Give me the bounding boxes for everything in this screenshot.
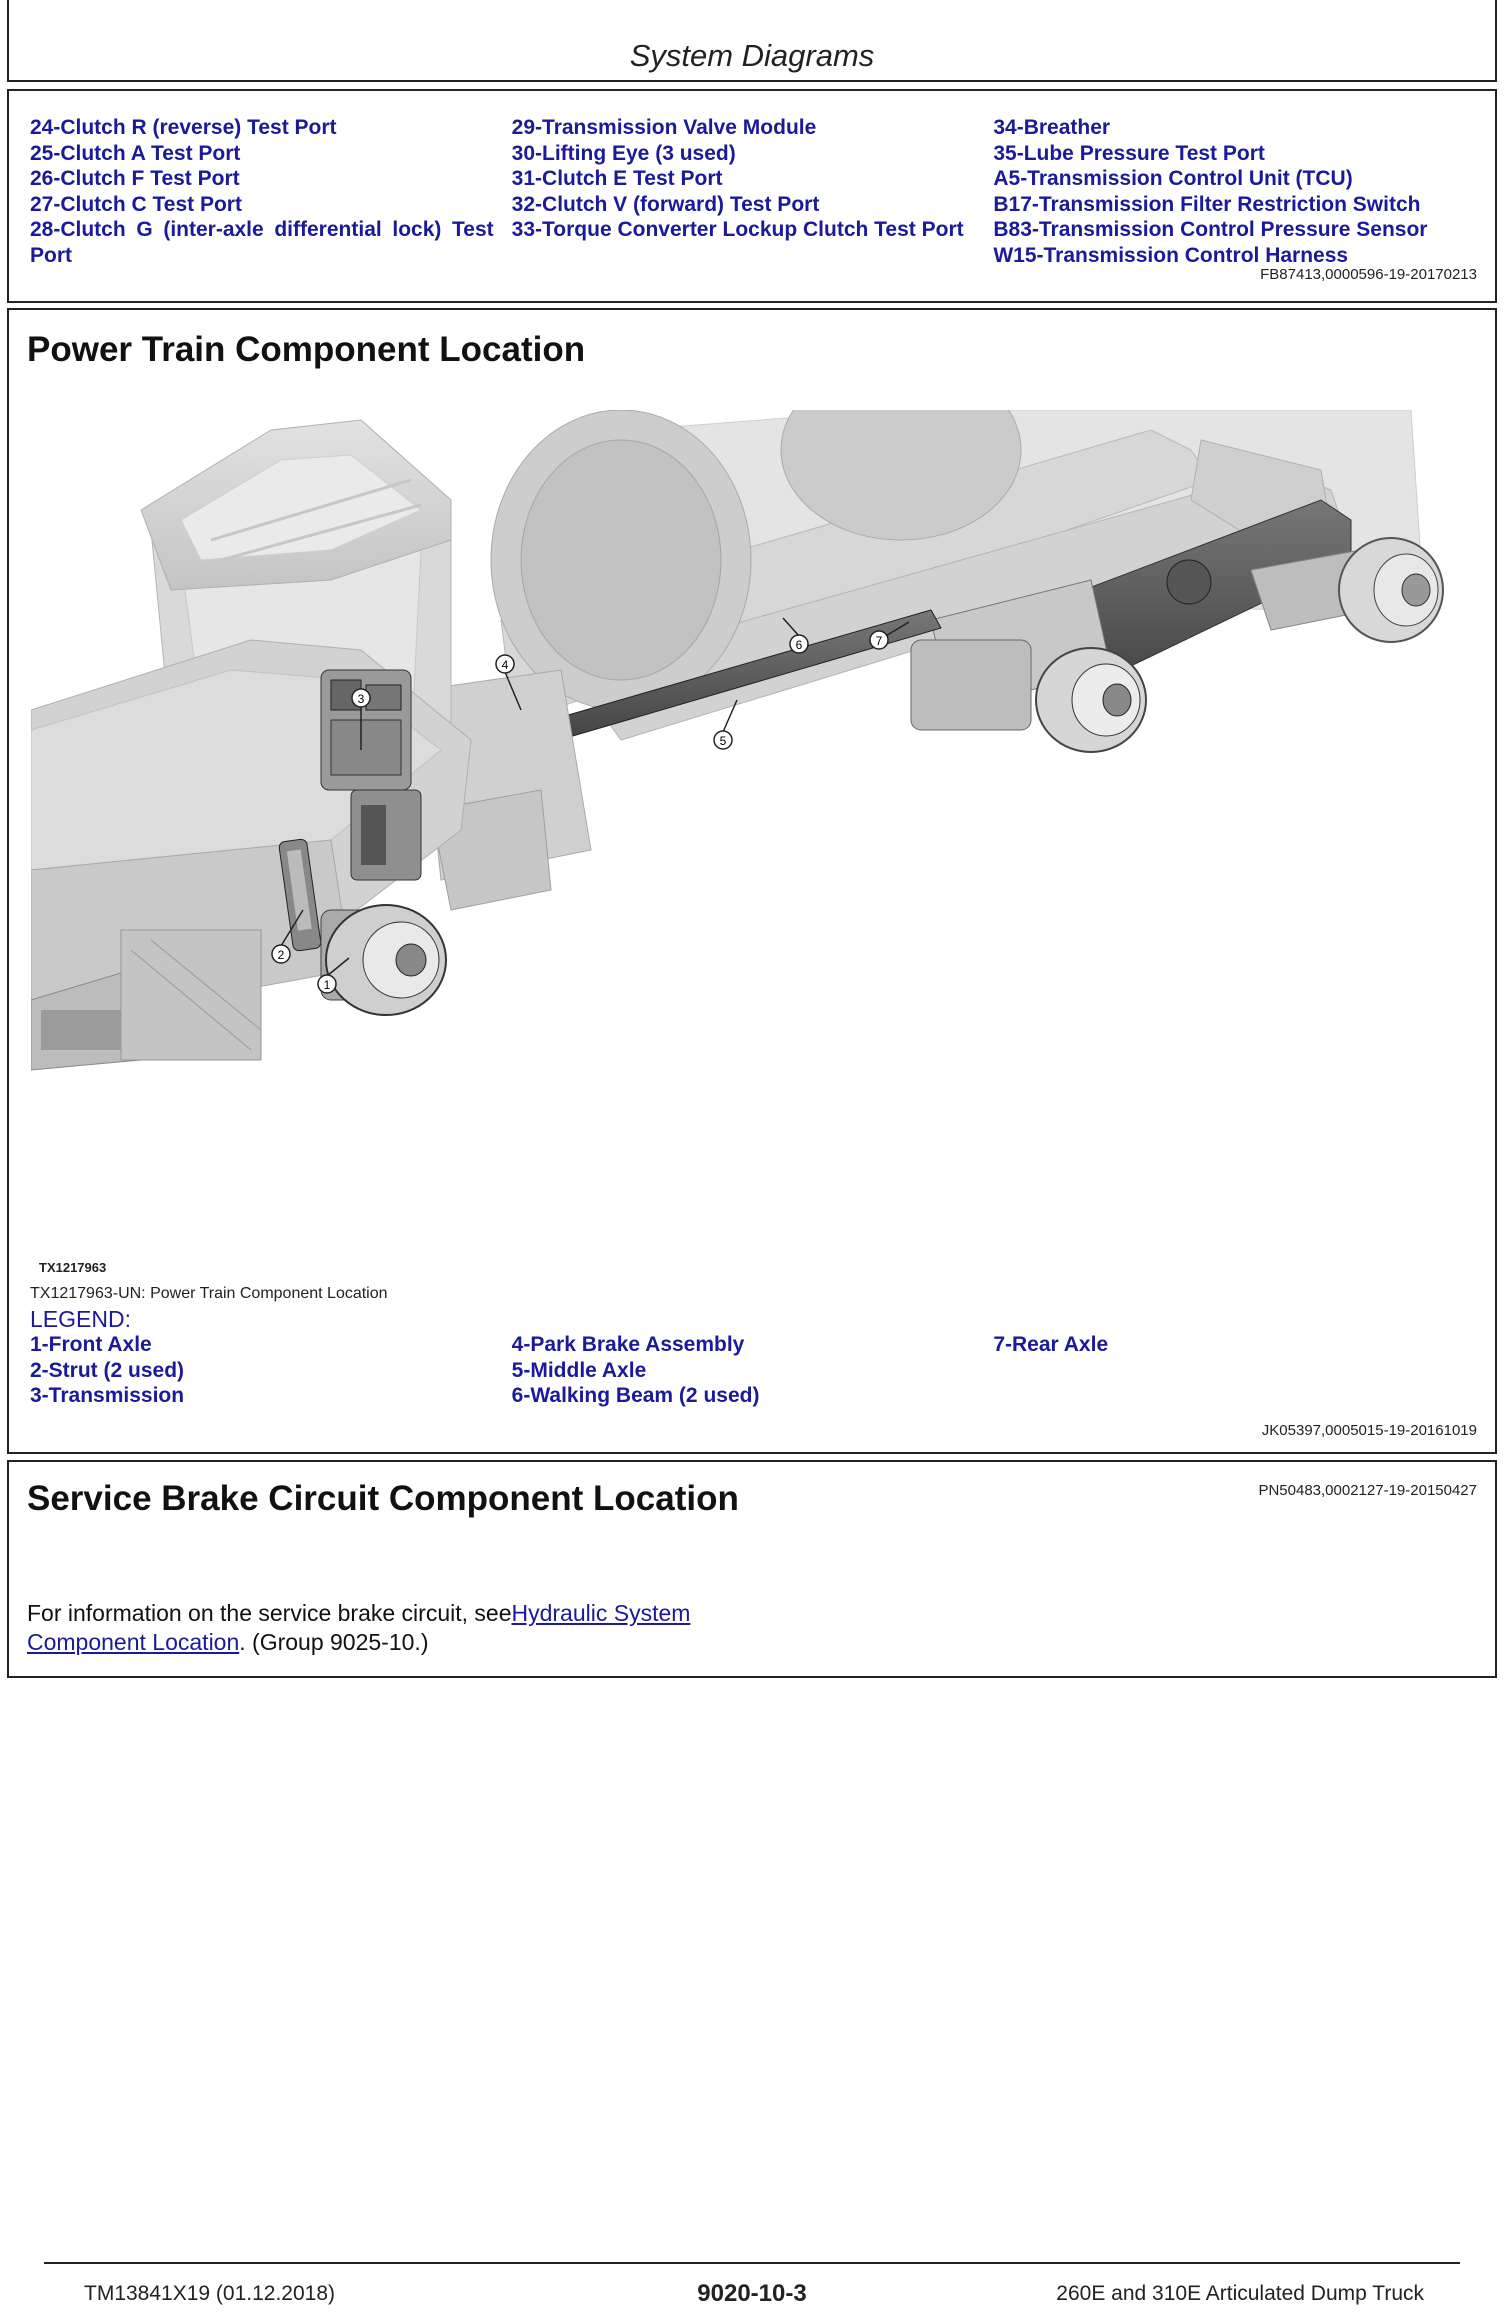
front-axle — [321, 905, 446, 1015]
transmission-legend — [30, 115, 1475, 269]
legend-column-1 — [30, 1332, 512, 1409]
transmission-legend-section — [7, 89, 1497, 303]
legend-item: B83-Transmission Control Pressure Sensor — [993, 218, 1428, 242]
legend-item: 3-Transmission — [30, 1384, 185, 1408]
footer-manual-id: TM13841X19 (01.12.2018) — [84, 2282, 336, 2305]
brake-info-text — [27, 1599, 757, 1657]
reference-code: PN50483,0002127-19-20150427 — [1258, 1482, 1477, 1499]
legend-item: 30-Lifting Eye (3 used) — [511, 141, 736, 165]
legend-item: 24-Clutch R (reverse) Test Port — [30, 116, 337, 139]
reference-code: JK05397,0005015-19-20161019 — [1261, 1422, 1477, 1439]
service-brake-section — [7, 1460, 1497, 1678]
section-title: Service Brake Circuit Component Location — [27, 1479, 739, 1518]
legend-item: 29-Transmission Valve Module — [511, 116, 817, 139]
legend-item: A5-Transmission Control Unit (TCU) — [993, 167, 1353, 191]
legend-item: 33-Torque Converter Lockup Clutch Test Port — [511, 218, 964, 242]
legend-item: 27-Clutch C Test Port — [30, 192, 242, 216]
callout-6-label: 6 — [795, 638, 803, 652]
callout-4-label: 4 — [501, 658, 509, 672]
figure-caption: TX1217963-UN: Power Train Component Location — [30, 1285, 388, 1302]
legend-item: W15-Transmission Control Harness — [993, 243, 1349, 267]
legend-item: 4-Park Brake Assembly — [511, 1333, 745, 1356]
legend-item: 6-Walking Beam (2 used) — [511, 1384, 760, 1408]
legend-item: 31-Clutch E Test Port — [511, 167, 723, 191]
legend-item: 2-Strut (2 used) — [30, 1358, 185, 1382]
footer-page-number: 9020-10-3 — [697, 2280, 807, 2307]
brake-text-before: For information on the service brake circuit, see — [27, 1600, 512, 1626]
figure-code: TX1217963 — [39, 1260, 107, 1275]
legend-column-2 — [512, 115, 994, 269]
legend-item: B17-Transmission Filter Restriction Switch — [993, 192, 1421, 216]
legend-item: 25-Clutch A Test Port — [30, 141, 241, 165]
legend-item: 34-Breather — [993, 116, 1111, 139]
footer-divider — [44, 2262, 1460, 2264]
callout-3-label: 3 — [357, 692, 365, 706]
powertrain-section — [7, 308, 1497, 1454]
footer-product-name: 260E and 310E Articulated Dump Truck — [1056, 2282, 1424, 2305]
legend-column-2 — [512, 1332, 994, 1409]
legend-heading: LEGEND: — [30, 1306, 131, 1332]
legend-column-3 — [993, 115, 1475, 269]
legend-item: 26-Clutch F Test Port — [30, 167, 240, 191]
reference-code: FB87413,0000596-19-20170213 — [1260, 266, 1477, 283]
section-title: Power Train Component Location — [27, 330, 586, 369]
powertrain-diagram — [31, 410, 1471, 1270]
callout-1-label: 1 — [323, 978, 331, 992]
callout-7-label: 7 — [875, 634, 883, 648]
legend-item: 5-Middle Axle — [511, 1358, 647, 1382]
page-title: System Diagrams — [629, 38, 875, 73]
legend-column-3 — [993, 1332, 1475, 1409]
callout-2-label: 2 — [277, 948, 285, 962]
legend-item: 7-Rear Axle — [993, 1333, 1109, 1356]
page-header — [7, 0, 1497, 82]
powertrain-legend — [30, 1332, 1475, 1409]
hydraulic-system-link[interactable]: Hydraulic System Component Location — [27, 1600, 691, 1655]
legend-column-1 — [30, 115, 512, 269]
legend-item: 28-Clutch G (inter-axle differential lock) Test Port — [30, 218, 494, 267]
brake-text-after: . (Group 9025-10.) — [239, 1629, 429, 1655]
callout-5-label: 5 — [719, 734, 727, 748]
legend-item: 35-Lube Pressure Test Port — [993, 141, 1265, 165]
legend-item: 32-Clutch V (forward) Test Port — [511, 192, 820, 216]
legend-item: 1-Front Axle — [30, 1333, 152, 1356]
